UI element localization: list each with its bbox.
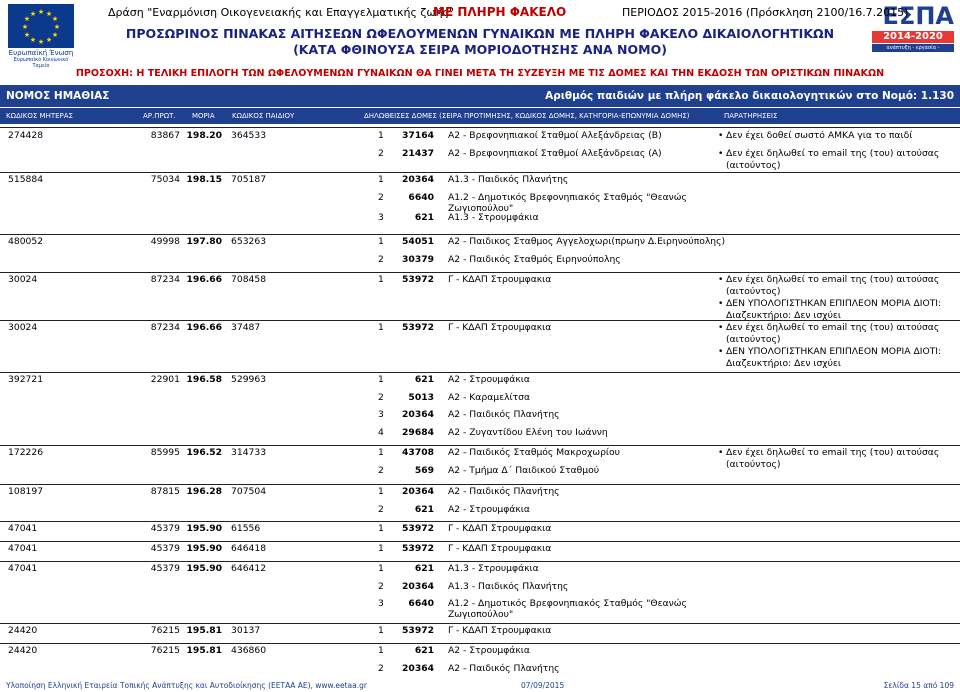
preference-order: 2 (378, 662, 384, 674)
preference-order: 1 (378, 447, 384, 458)
structure-name: Α1.2 - Δημοτικός Βρεφονηπιακός Σταθμός "Θεανώς (448, 598, 687, 609)
protocol-number: 76215 (150, 645, 180, 656)
col-header-prefs: ΔΗΛΩΘΕΙΣΕΣ ΔΟΜΕΣ (ΣΕΙΡΑ ΠΡΟΤΙΜΗΣΗΣ, ΚΩΔΙΚΟΣ ΔΟΜΗΣ, ΚΑΤΗΓΟΡΙΑ-ΕΠΩΝΥΜΙΑ ΔΟΜΗΣ) (364, 112, 690, 120)
note-text: Δεν έχει δηλωθεί το email της (του) αιτούσας (726, 147, 940, 159)
structure-name: Α2 - Στρουμφάκια (448, 374, 530, 385)
structure-name: Α2 - Παιδικός Πλανήτης (448, 409, 560, 420)
svg-text:★: ★ (23, 15, 31, 23)
note-text-cont: (αιτούντος) (726, 459, 781, 470)
structure-name: Α2 - Στρουμφάκια (448, 503, 530, 515)
protocol-number: 85995 (150, 447, 180, 458)
structure-code: 29684 (402, 426, 434, 438)
structure-code: 54051 (402, 236, 434, 247)
structure-code: 30379 (402, 253, 434, 265)
page-title: ΠΡΟΣΩΡΙΝΟΣ ΠΙΝΑΚΑΣ ΑΙΤΗΣΕΩΝ ΩΦΕΛΟΥΜΕΝΩΝ ΓΥΝΑΙΚΩΝ ΜΕ ΠΛΗΡΗ ΦΑΚΕΛΟ ΔΙΚΑΙΟΛΟΓΗΤΙΚΩΝ (125, 26, 835, 41)
preference-order: 2 (378, 503, 384, 515)
structure-name: Α2 - Παιδικός Πλανήτης (448, 662, 560, 674)
mother-code: 274428 (8, 130, 44, 141)
file-status: ΜΕ ΠΛΗΡΗ ΦΑΚΕΛΟ (433, 5, 567, 19)
protocol-number: 87234 (150, 274, 180, 285)
child-code: 707504 (231, 486, 267, 497)
structure-code: 37164 (402, 130, 434, 141)
row-divider (0, 561, 960, 562)
score: 196.52 (186, 447, 222, 458)
preference-order: 1 (378, 543, 384, 554)
structure-name: Γ - ΚΔΑΠ Στρουμφακια (448, 322, 552, 333)
structure-code: 569 (414, 464, 434, 476)
bullet-icon: • (718, 130, 724, 141)
mother-code: 47041 (8, 543, 38, 554)
preference-order: 3 (378, 598, 384, 609)
child-code: 646412 (231, 563, 267, 574)
row-divider (0, 172, 960, 173)
score: 196.66 (186, 274, 222, 285)
preference-order: 2 (378, 147, 384, 159)
child-code: 436860 (231, 645, 267, 656)
structure-name: Α2 - Στρουμφάκια (448, 645, 530, 656)
structure-code: 20364 (402, 580, 434, 592)
row-divider (0, 127, 960, 128)
protocol-number: 49998 (150, 236, 180, 247)
structure-code: 20364 (402, 662, 434, 674)
structure-name: Α2 - Παιδικος Σταθμος Αγγελοχωρι(πρωην Δ.Ειρηνούπολης) (448, 236, 726, 247)
program-name: Δράση "Εναρμόνιση Οικογενειακής και Επαγγελματικής ζωής" (108, 6, 455, 19)
row-divider (0, 445, 960, 446)
svg-text:★: ★ (21, 23, 29, 31)
preference-order: 1 (378, 625, 384, 636)
svg-text:★: ★ (53, 23, 61, 31)
col-header-child: ΚΩΔΙΚΟΣ ΠΑΙΔΙΟΥ (232, 112, 295, 120)
child-code: 529963 (231, 374, 267, 385)
bullet-icon: • (718, 346, 724, 357)
mother-code: 172226 (8, 447, 44, 458)
eu-caption: Ευρωπαϊκή Ένωση (8, 49, 74, 57)
child-code: 37487 (231, 322, 261, 333)
note-extra-points (718, 298, 941, 322)
structure-code: 621 (414, 374, 434, 385)
note-text: ΔΕΝ ΥΠΟΛΟΓΙΣΤΗΚΑΝ ΕΠΙΠΛΕΟΝ ΜΟΡΙΑ ΔΙΟΤΙ: (726, 346, 942, 357)
structure-name: Α2 - Βρεφονηπιακοί Σταθμοί Αλεξάνδρειας (Α) (448, 147, 662, 159)
preference-order: 2 (378, 580, 384, 592)
svg-text:★: ★ (45, 36, 53, 44)
protocol-number: 45379 (150, 523, 180, 534)
col-header-prot: ΑΡ.ΠΡΩΤ. (143, 112, 176, 120)
note-text: Δεν έχει δηλωθεί το email της (του) αιτούσας (726, 322, 940, 333)
col-header-mother: ΚΩΔΙΚΟΣ ΜΗΤΕΡΑΣ (6, 112, 73, 120)
preference-order: 3 (378, 212, 384, 223)
preference-order: 2 (378, 391, 384, 403)
note-text-cont: (αιτούντος) (726, 286, 781, 297)
mother-code: 30024 (8, 322, 38, 333)
preference-order: 3 (378, 409, 384, 420)
structure-code: 53972 (402, 543, 434, 554)
score: 195.81 (186, 625, 222, 636)
structure-name: Γ - ΚΔΑΠ Στρουμφακια (448, 543, 552, 554)
preference-order: 1 (378, 130, 384, 141)
mother-code: 47041 (8, 563, 38, 574)
score: 195.90 (186, 523, 222, 534)
structure-code: 43708 (402, 447, 434, 458)
structure-code: 53972 (402, 274, 434, 285)
note-email (718, 447, 939, 471)
child-code: 653263 (231, 236, 267, 247)
child-code: 646418 (231, 543, 267, 554)
mother-code: 24420 (8, 645, 38, 656)
structure-code: 621 (414, 563, 434, 574)
protocol-number: 75034 (150, 174, 180, 185)
svg-text:★: ★ (29, 36, 37, 44)
score: 195.90 (186, 543, 222, 554)
structure-code: 53972 (402, 322, 434, 333)
nomos-children-count: Αριθμός παιδιών με πλήρη φάκελο δικαιολογητικών στο Νομό: 1.130 (545, 90, 954, 102)
protocol-number: 22901 (150, 374, 180, 385)
col-header-notes: ΠΑΡΑΤΗΡΗΣΕΙΣ (724, 112, 778, 120)
row-divider (0, 272, 960, 273)
row-divider (0, 234, 960, 235)
note-email (718, 274, 939, 298)
note-text-cont: (αιτούντος) (726, 334, 781, 345)
score: 197.80 (186, 236, 222, 247)
structure-name: Α2 - Παιδικός Πλανήτης (448, 486, 560, 497)
notice-text: ΠΡΟΣΟΧΗ: Η ΤΕΛΙΚΗ ΕΠΙΛΟΓΗ ΤΩΝ ΩΦΕΛΟΥΜΕΝΩΝ ΓΥΝΑΙΚΩΝ ΘΑ ΓΙΝΕΙ ΜΕΤΑ ΤΗ ΣΥΖΕΥΞΗ ΜΕ ΤΙΣ ΔΟΜΕΣ ΚΑΙ ΤΗΝ ΕΚΔΟΣΗ ΤΩΝ ΟΡΙΣΤΙΚΩΝ ΠΙΝΑΚΩΝ (75, 68, 885, 79)
preference-order: 1 (378, 322, 384, 333)
row-divider (0, 541, 960, 542)
child-code: 364533 (231, 130, 267, 141)
note-text: ΔΕΝ ΥΠΟΛΟΓΙΣΤΗΚΑΝ ΕΠΙΠΛΕΟΝ ΜΟΡΙΑ ΔΙΟΤΙ: (726, 298, 942, 309)
protocol-number: 87815 (150, 486, 180, 497)
preference-order: 2 (378, 191, 384, 203)
svg-text:★: ★ (23, 31, 31, 39)
child-code: 30137 (231, 625, 261, 636)
child-code: 705187 (231, 174, 267, 185)
score: 195.90 (186, 563, 222, 574)
protocol-number: 45379 (150, 563, 180, 574)
column-header-bar (0, 108, 960, 124)
page-subtitle: (ΚΑΤΑ ΦΘΙΝΟΥΣΑ ΣΕΙΡΑ ΜΟΡΙΟΔΟΤΗΣΗΣ ΑΝΑ ΝΟΜΟ) (293, 42, 667, 57)
svg-text:★: ★ (51, 31, 59, 39)
structure-name: Α2 - Τμήμα Δ΄ Παιδικού Σταθμού (448, 464, 600, 476)
structure-code: 53972 (402, 625, 434, 636)
score: 196.58 (186, 374, 222, 385)
mother-code: 24420 (8, 625, 38, 636)
structure-code: 20364 (402, 409, 434, 420)
svg-text:★: ★ (29, 10, 37, 18)
structure-name: Α2 - Παιδικός Σταθμός Ειρηνούπολης (448, 253, 621, 265)
structure-name: Α1.3 - Παιδικός Πλανήτης (448, 580, 569, 592)
mother-code: 108197 (8, 486, 44, 497)
preference-order: 1 (378, 486, 384, 497)
note-text-cont: Διαζευκτήριο: Δεν ισχύει (726, 310, 842, 321)
structure-name: Α1.2 - Δημοτικός Βρεφονηπιακός Σταθμός "Θεανώς (448, 191, 687, 203)
col-header-score: ΜΟΡΙΑ (192, 112, 215, 120)
note-amka (718, 130, 912, 142)
score: 195.81 (186, 645, 222, 656)
footer-date: 07/09/2015 (521, 681, 565, 690)
bullet-icon: • (718, 274, 724, 285)
row-divider (0, 643, 960, 644)
nomos-bar (0, 85, 960, 107)
mother-code: 30024 (8, 274, 38, 285)
structure-code: 621 (414, 645, 434, 656)
structure-code: 621 (414, 503, 434, 515)
structure-name: Α2 - Καραμελίτσα (448, 391, 531, 403)
child-code: 314733 (231, 447, 267, 458)
preference-order: 1 (378, 236, 384, 247)
structure-name: Γ - ΚΔΑΠ Στρουμφακια (448, 274, 552, 285)
structure-name: Α1.3 - Στρουμφάκια (448, 212, 539, 223)
preference-order: 1 (378, 274, 384, 285)
footer-credit: Υλοποίηση Ελληνική Εταιρεία Τοπικής Ανάπτυξης και Αυτοδιοίκησης (ΕΕΤΑΑ ΑΕ), www.eetaa.gr (6, 681, 367, 690)
preference-order: 1 (378, 523, 384, 534)
row-divider (0, 521, 960, 522)
note-email (718, 322, 939, 346)
structure-code: 53972 (402, 523, 434, 534)
structure-name: Α2 - Ζυγαντίδου Ελένη του Ιωάννη (448, 426, 608, 438)
preference-order: 1 (378, 563, 384, 574)
espa-years: 2014-2020 (872, 31, 954, 43)
period-label: ΠΕΡΙΟΔΟΣ 2015-2016 (Πρόσκληση 2100/16.7.2015) (622, 6, 909, 19)
structure-code: 20364 (402, 174, 434, 185)
structure-name: Γ - ΚΔΑΠ Στρουμφακια (448, 523, 552, 534)
row-divider (0, 372, 960, 373)
note-text-cont: Διαζευκτήριο: Δεν ισχύει (726, 358, 842, 369)
nomos-name: ΝΟΜΟΣ ΗΜΑΘΙΑΣ (6, 90, 110, 102)
score: 198.15 (186, 174, 222, 185)
protocol-number: 87234 (150, 322, 180, 333)
note-email (718, 148, 939, 172)
bullet-icon: • (718, 147, 724, 159)
preference-order: 1 (378, 645, 384, 656)
structure-code: 5013 (408, 391, 434, 403)
protocol-number: 76215 (150, 625, 180, 636)
bullet-icon: • (718, 447, 724, 458)
preference-order: 2 (378, 253, 384, 265)
note-text-cont: (αιτούντος) (726, 159, 781, 171)
protocol-number: 83867 (150, 130, 180, 141)
structure-code: 6640 (408, 598, 434, 609)
score: 198.20 (186, 130, 222, 141)
structure-name: Α1.3 - Παιδικός Πλανήτης (448, 174, 569, 185)
structure-name: Α2 - Παιδικός Σταθμός Μακροχωρίου (448, 447, 620, 458)
structure-code: 21437 (402, 147, 434, 159)
structure-code: 6640 (408, 191, 434, 203)
structure-name-cont: Ζωγιοπούλου" (448, 609, 514, 620)
structure-name: Α1.3 - Στρουμφάκια (448, 563, 539, 574)
mother-code: 47041 (8, 523, 38, 534)
protocol-number: 45379 (150, 543, 180, 554)
preference-order: 4 (378, 426, 384, 438)
espa-tagline: ανάπτυξη - εργασία - αλληλεγγύη (872, 44, 954, 52)
mother-code: 515884 (8, 174, 44, 185)
preference-order: 1 (378, 374, 384, 385)
mother-code: 480052 (8, 236, 44, 247)
row-divider (0, 484, 960, 485)
svg-text:★: ★ (51, 15, 59, 23)
child-code: 708458 (231, 274, 267, 285)
note-text: Δεν έχει δηλωθεί το email της (του) αιτούσας (726, 447, 940, 458)
mother-code: 392721 (8, 374, 44, 385)
footer-page: Σελίδα 15 από 109 (883, 681, 954, 690)
structure-name: Α2 - Βρεφονηπιακοί Σταθμοί Αλεξάνδρειας (Β) (448, 130, 662, 141)
note-text: Δεν έχει δηλωθεί το email της (του) αιτούσας (726, 274, 940, 285)
score: 196.66 (186, 322, 222, 333)
note-extra-points (718, 346, 941, 370)
structure-name: Γ - ΚΔΑΠ Στρουμφακια (448, 625, 552, 636)
svg-text:★: ★ (37, 8, 45, 16)
row-divider (0, 623, 960, 624)
svg-text:★: ★ (45, 10, 53, 18)
structure-code: 20364 (402, 486, 434, 497)
preference-order: 2 (378, 464, 384, 476)
score: 196.28 (186, 486, 222, 497)
bullet-icon: • (718, 298, 724, 309)
preference-order: 1 (378, 174, 384, 185)
child-code: 61556 (231, 523, 261, 534)
note-text: Δεν έχει δοθεί σωστό ΑΜΚΑ για το παιδί (726, 130, 913, 141)
eu-subcaption: Ευρωπαϊκό Κοινωνικό Ταμείο (13, 57, 69, 69)
bullet-icon: • (718, 322, 724, 333)
structure-code: 621 (414, 212, 434, 223)
svg-text:★: ★ (37, 38, 45, 46)
espa-logo-text: ΕΣΠΑ (882, 2, 954, 30)
structure-name-cont: Ζωγιοπούλου" (448, 202, 514, 214)
